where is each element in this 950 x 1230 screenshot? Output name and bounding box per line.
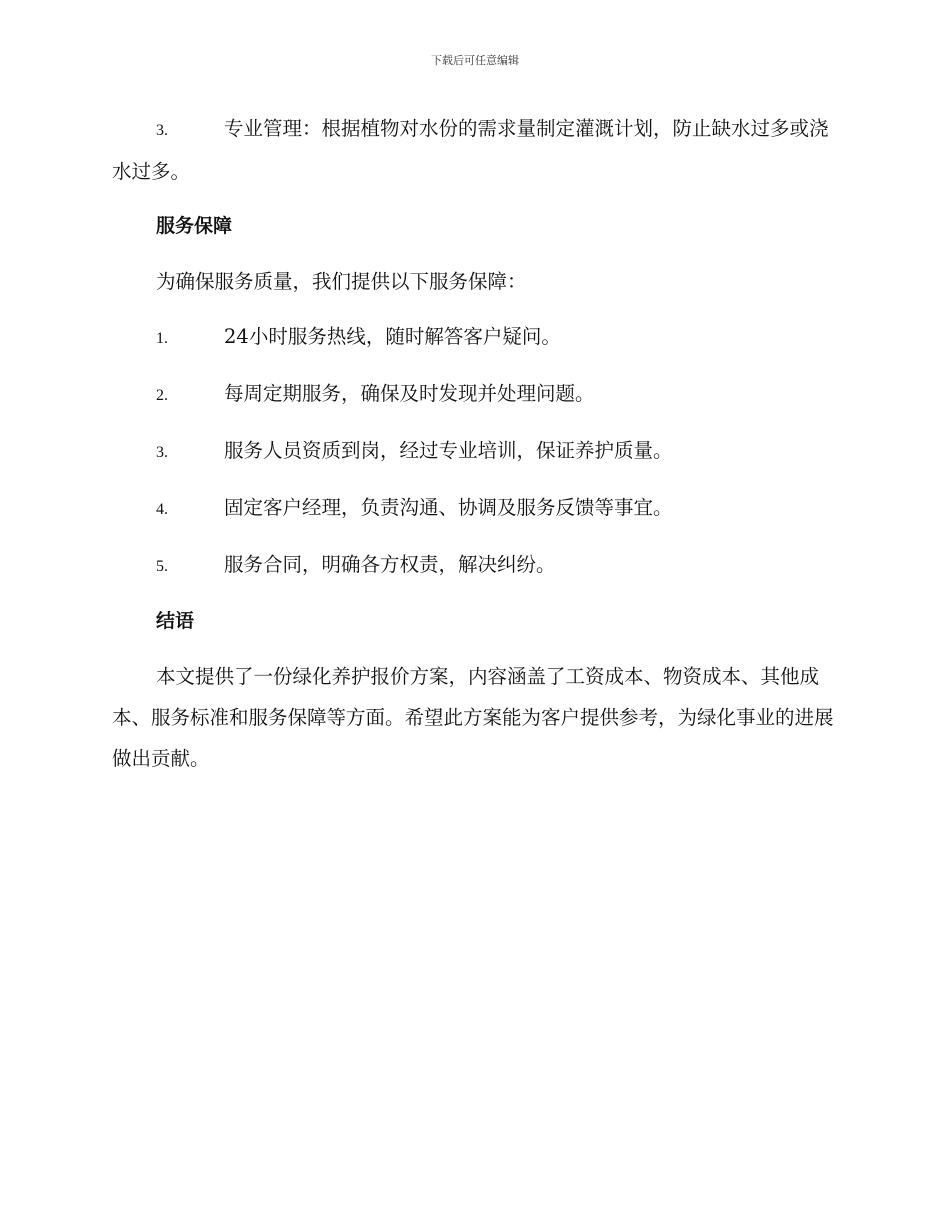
list-number: 2. bbox=[156, 387, 168, 404]
list-number: 3. bbox=[156, 122, 168, 139]
service-item-1 bbox=[112, 316, 838, 359]
list-item-irrigation bbox=[112, 108, 838, 192]
document-body bbox=[112, 108, 838, 793]
service-item-5 bbox=[112, 544, 838, 587]
list-text: 服务人员资质到岗，经过专业培训，保证养护质量。 bbox=[224, 439, 673, 462]
list-text: 24小时服务热线，随时解答客户疑问。 bbox=[224, 325, 561, 348]
conclusion-paragraph: 本文提供了一份绿化养护报价方案，内容涵盖了工资成本、物资成本、其他成本、服务标准和服务保障等方面。希望此方案能为客户提供参考，为绿化事业的进展做出贡献。 bbox=[112, 665, 834, 770]
list-number: 4. bbox=[156, 501, 168, 518]
service-item-3 bbox=[112, 430, 838, 473]
section-heading-conclusion: 结语 bbox=[156, 610, 195, 632]
service-item-4 bbox=[112, 487, 838, 530]
list-text: 服务合同，明确各方权责，解决纠纷。 bbox=[224, 553, 556, 576]
service-item-2 bbox=[112, 373, 838, 416]
list-text: 专业管理：根据植物对水份的需求量制定灌溉计划，防止缺水过多或浇水过多。 bbox=[112, 117, 829, 183]
list-text: 固定客户经理，负责沟通、协调及服务反馈等事宜。 bbox=[224, 496, 673, 519]
list-number: 5. bbox=[156, 558, 168, 575]
list-number: 3. bbox=[156, 444, 168, 461]
list-text: 每周定期服务，确保及时发现并处理问题。 bbox=[224, 382, 595, 405]
service-intro: 为确保服务质量，我们提供以下服务保障： bbox=[156, 270, 527, 293]
page-header: 下载后可任意编辑 bbox=[431, 54, 519, 67]
list-number: 1. bbox=[156, 330, 168, 347]
section-heading-service: 服务保障 bbox=[156, 215, 233, 237]
